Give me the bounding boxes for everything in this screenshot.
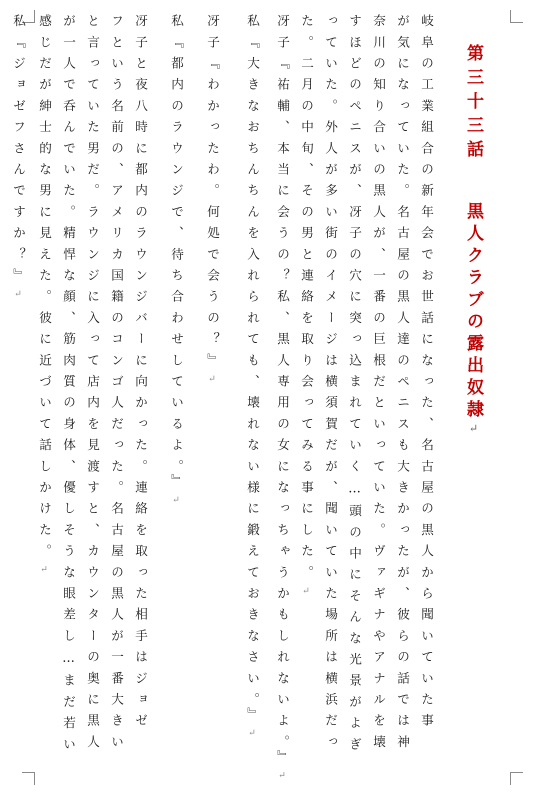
page-corner-mark-top-right [510, 10, 523, 23]
text-column-4: すほどのペニスが、冴子の穴に突っ込まれていく…頭の中にそんな光景がよぎ [347, 14, 362, 759]
paragraph-mark: ↵ [247, 728, 257, 739]
chapter-number: 第三十三話 [463, 44, 483, 164]
text-column-11: 冴子と夜八時に都内のラウンジバーに向かった。連絡を取った相手はジョゼ [133, 14, 148, 735]
text-column-1: 岐阜の工業組合の新年会でお世話になった、名古屋の黒人から聞いていた事 [419, 14, 434, 735]
chapter-title [458, 44, 488, 494]
text-column-3: 奈川の知り合いの黒人が、一番の巨根だといっていた。ヴァギナやアナルを壊 [371, 14, 386, 756]
paragraph-mark: ↵ [207, 374, 217, 385]
text-column-16: 私『ジョゼフさんですか？』↵ [11, 14, 26, 300]
text-column-6: た。二月の中旬、その男と連絡を取り会ってみる事にした。↵ [299, 14, 314, 597]
paragraph-mark: ↵ [301, 586, 311, 597]
chapter-subtitle: 黒人クラブの露出奴隷 [463, 202, 483, 422]
text-column-14: が一人で呑んでいた。精悍な顔、筋肉質の身体、優しそうな眼差し…まだ若い [61, 14, 76, 759]
text-column-15: 感じだが紳士的な男に見えた。彼に近づいて話しかけた。↵ [37, 14, 52, 576]
paragraph-mark: ↵ [39, 565, 49, 576]
paragraph-mark: ↵ [13, 289, 23, 300]
text-column-13: と言っていた男だ。ラウンジに入って店内を見渡すと、カウンターの奥に黒人 [85, 14, 100, 756]
text-column-10: 私『都内のラウンジで、待ち合わせしているよ。』↵ [169, 14, 184, 506]
paragraph-mark: ↵ [171, 495, 181, 506]
paragraph-mark: ↵ [467, 422, 480, 435]
text-column-8: 私『大きなおちんちんを入れられても、壊れない様に鍛えておきなさい。』↵ [245, 14, 260, 739]
text-column-12: フという名前の、アメリカ国籍のコンゴ人だった。名古屋の黒人が一番大きい [109, 14, 124, 756]
text-column-9: 冴子『わかったわ。何処で会うの？』↵ [205, 14, 220, 385]
text-column-2: が気になっていた。名古屋の黒人達のペニスも大きかったが、彼らの話では神 [395, 14, 410, 756]
page-corner-mark-bottom-right [510, 772, 523, 785]
paragraph-mark: ↵ [277, 770, 287, 781]
text-column-7: 冴子『祐輔、本当に会うの？私、黒人専用の女になっちゃうかもしれないよ。』↵ [275, 14, 290, 781]
text-column-5: っていた。外人が多い街のイメージは横須賀だが、聞いていた場所は横浜だっ [323, 14, 338, 756]
